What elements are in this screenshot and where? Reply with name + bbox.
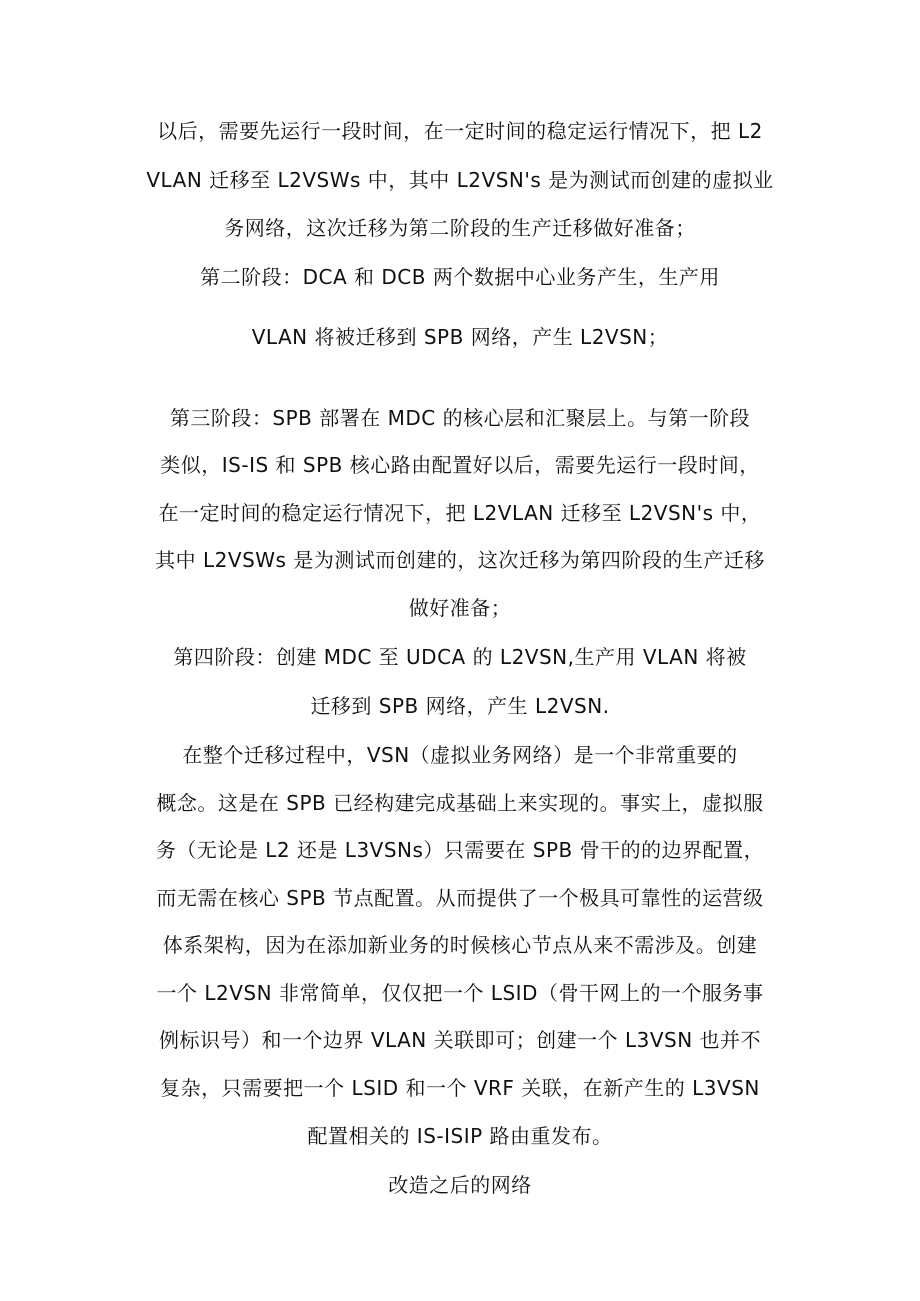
text-line-16: 而无需在核心 SPB 节点配置。从而提供了一个极具可靠性的运营级 — [156, 886, 764, 910]
text-line-4: 第二阶段：DCA 和 DCB 两个数据中心业务产生，生产用 — [200, 265, 720, 289]
text-line-21: 配置相关的 IS-ISIP 路由重发布。 — [307, 1124, 613, 1148]
text-line-15: 务（无论是 L2 还是 L3VSNs）只需要在 SPB 骨干的的边界配置， — [155, 838, 765, 862]
text-line-3: 务网络，这次迁移为第二阶段的生产迁移做好准备； — [224, 216, 696, 240]
text-line-17: 体系架构，因为在添加新业务的时候核心节点从来不需涉及。创建 — [162, 933, 758, 957]
text-line-18: 一个 L2VSN 非常简单，仅仅把一个 LSID（骨干网上的一个服务事 — [156, 981, 764, 1005]
text-line-10: 做好准备； — [408, 596, 512, 620]
text-line-14: 概念。这是在 SPB 已经构建完成基础上来实现的。事实上，虚拟服 — [156, 791, 764, 815]
text-line-1: 以后，需要先运行一段时间，在一定时间的稳定运行情况下，把 L2 — [157, 119, 763, 143]
text-line-20: 复杂，只需要把一个 LSID 和一个 VRF 关联，在新产生的 L3VSN — [160, 1076, 760, 1100]
text-line-13: 在整个迁移过程中，VSN（虚拟业务网络）是一个非常重要的 — [182, 743, 738, 767]
text-line-7: 类似，IS-IS 和 SPB 核心路由配置好以后，需要先运行一段时间， — [160, 453, 760, 477]
text-line-12: 迁移到 SPB 网络，产生 L2VSN. — [310, 694, 610, 718]
text-line-11: 第四阶段：创建 MDC 至 UDCA 的 L2VSN,生产用 VLAN 将被 — [173, 645, 747, 669]
text-line-5: VLAN 将被迁移到 SPB 网络，产生 L2VSN； — [251, 325, 669, 349]
text-line-8: 在一定时间的稳定运行情况下，把 L2VLAN 迁移至 L2VSN's 中， — [158, 501, 762, 525]
text-line-6: 第三阶段：SPB 部署在 MDC 的核心层和汇聚层上。与第一阶段 — [169, 406, 751, 430]
text-line-22: 改造之后的网络 — [388, 1173, 532, 1197]
text-line-9: 其中 L2VSWs 是为测试而创建的，这次迁移为第四阶段的生产迁移 — [155, 548, 765, 572]
text-line-2: VLAN 迁移至 L2VSWs 中，其中 L2VSN's 是为测试而创建的虚拟业 — [146, 168, 774, 192]
text-line-19: 例标识号）和一个边界 VLAN 关联即可；创建一个 L3VSN 也并不 — [158, 1028, 762, 1052]
